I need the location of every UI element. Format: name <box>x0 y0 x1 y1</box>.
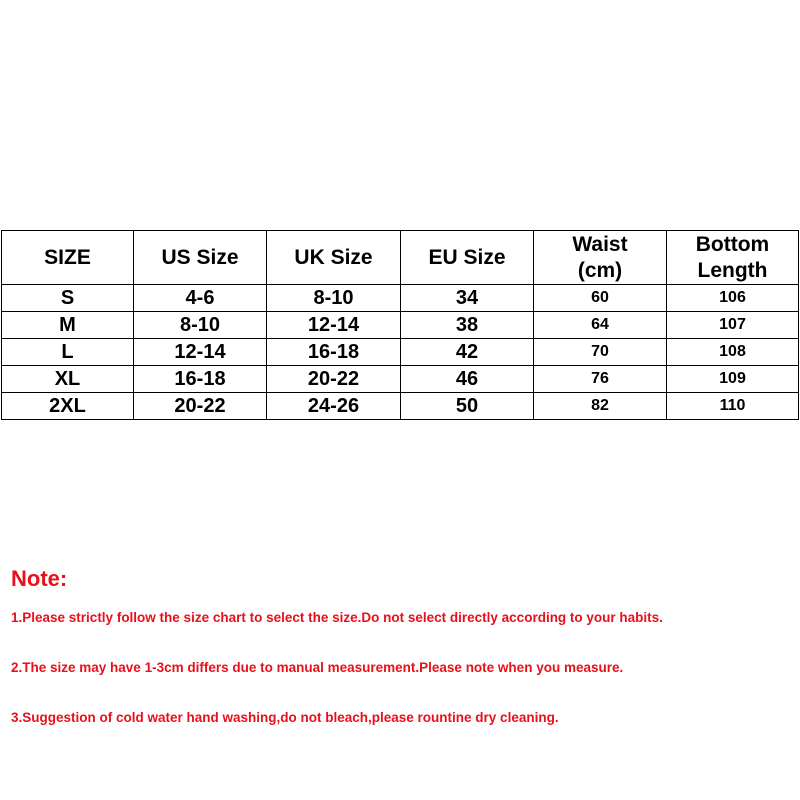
cell-us-size: 16-18 <box>134 366 267 393</box>
cell-size: S <box>2 285 134 312</box>
cell-us-size: 20-22 <box>134 393 267 420</box>
cell-size: L <box>2 339 134 366</box>
cell-uk-size: 8-10 <box>267 285 401 312</box>
table-row <box>2 285 799 312</box>
cell-us-size: 4-6 <box>134 285 267 312</box>
size-chart-table <box>1 230 799 420</box>
cell-eu-size: 46 <box>401 366 534 393</box>
cell-bottom-length: 106 <box>667 285 799 312</box>
cell-bottom-length: 108 <box>667 339 799 366</box>
header-eu-size: EU Size <box>401 231 534 285</box>
cell-size: 2XL <box>2 393 134 420</box>
cell-us-size: 8-10 <box>134 312 267 339</box>
header-uk-size: UK Size <box>267 231 401 285</box>
cell-eu-size: 50 <box>401 393 534 420</box>
note-line-2: 2.The size may have 1-3cm differs due to manual measurement.Please note when you measure. <box>11 660 624 675</box>
note-line-3: 3.Suggestion of cold water hand washing,do not bleach,please rountine dry cleaning. <box>11 710 559 725</box>
cell-bottom-length: 110 <box>667 393 799 420</box>
table-header-row <box>2 231 799 285</box>
note-line-1: 1.Please strictly follow the size chart to select the size.Do not select directly according to your habits. <box>11 610 663 625</box>
header-bottom-length: Bottom Length <box>667 231 799 285</box>
cell-eu-size: 42 <box>401 339 534 366</box>
cell-us-size: 12-14 <box>134 339 267 366</box>
header-waist: Waist (cm) <box>534 231 667 285</box>
table-row <box>2 366 799 393</box>
cell-size: M <box>2 312 134 339</box>
header-size: SIZE <box>2 231 134 285</box>
cell-uk-size: 20-22 <box>267 366 401 393</box>
cell-bottom-length: 107 <box>667 312 799 339</box>
cell-waist: 60 <box>534 285 667 312</box>
cell-bottom-length: 109 <box>667 366 799 393</box>
cell-waist: 76 <box>534 366 667 393</box>
cell-eu-size: 38 <box>401 312 534 339</box>
table-row <box>2 393 799 420</box>
cell-waist: 82 <box>534 393 667 420</box>
cell-size: XL <box>2 366 134 393</box>
table-row <box>2 312 799 339</box>
table-row <box>2 339 799 366</box>
note-title: Note: <box>11 566 68 591</box>
cell-waist: 64 <box>534 312 667 339</box>
header-us-size: US Size <box>134 231 267 285</box>
cell-uk-size: 16-18 <box>267 339 401 366</box>
cell-eu-size: 34 <box>401 285 534 312</box>
cell-uk-size: 12-14 <box>267 312 401 339</box>
cell-uk-size: 24-26 <box>267 393 401 420</box>
cell-waist: 70 <box>534 339 667 366</box>
